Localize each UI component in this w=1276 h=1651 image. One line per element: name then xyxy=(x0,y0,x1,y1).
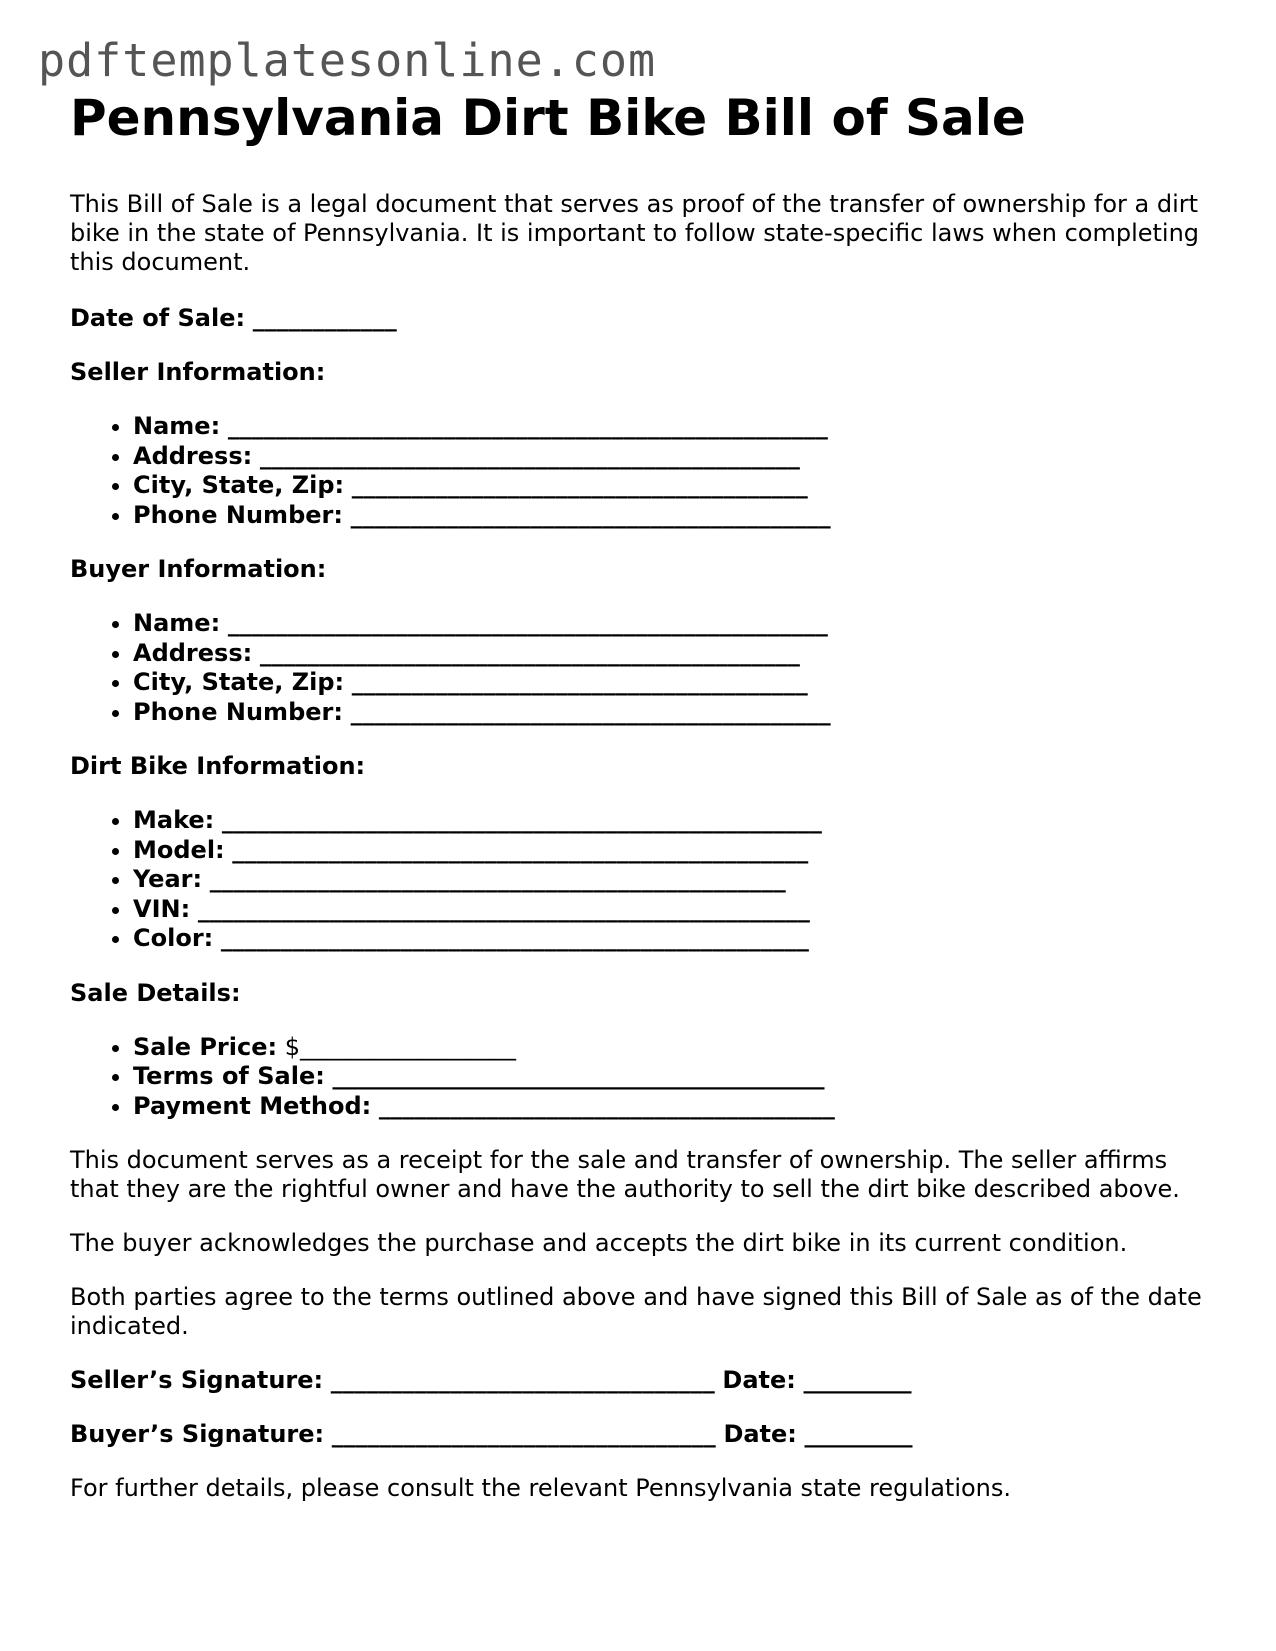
buyer-city-label: City, State, Zip: xyxy=(133,668,345,696)
sale-fields-list xyxy=(70,1033,1220,1122)
list-item xyxy=(133,471,1220,501)
buyer-name-label: Name: xyxy=(133,609,221,637)
seller-date-label: Date: xyxy=(722,1366,796,1394)
sale-section-title: Sale Details: xyxy=(70,978,241,1007)
list-item xyxy=(133,639,1220,669)
list-item xyxy=(133,609,1220,639)
seller-section-title: Seller Information: xyxy=(70,358,326,386)
date-of-sale-line xyxy=(70,304,1220,333)
list-item xyxy=(133,698,1220,728)
buyer-phone-field[interactable]: ________________________________________ xyxy=(350,697,831,726)
buyer-date-label: Date: xyxy=(723,1420,797,1448)
bike-year-field[interactable]: ________________________________________________ xyxy=(209,865,786,893)
bike-color-label: Color: xyxy=(133,924,214,952)
list-item xyxy=(133,668,1220,698)
list-item xyxy=(133,836,1220,866)
buyer-date-field[interactable]: _________ xyxy=(804,1420,913,1448)
list-item xyxy=(133,806,1220,836)
watermark-text: pdftemplatesonline.com xyxy=(38,34,657,87)
seller-phone-field[interactable]: ________________________________________ xyxy=(350,500,831,529)
list-item xyxy=(133,1033,1220,1063)
sale-price-label: Sale Price: xyxy=(133,1032,278,1061)
seller-address-label: Address: xyxy=(133,441,253,470)
buyer-signature-label: Buyer’s Signature: xyxy=(70,1420,325,1448)
payment-method-field[interactable]: ______________________________________ xyxy=(378,1091,835,1120)
seller-name-field[interactable]: __________________________________________________ xyxy=(227,412,828,440)
buyer-signature-field[interactable]: ________________________________ xyxy=(331,1420,716,1448)
date-of-sale-field[interactable]: ____________ xyxy=(252,304,397,332)
agreement-paragraph: Both parties agree to the terms outlined above and have signed this Bill of Sale as of the date indicated. xyxy=(70,1283,1202,1340)
bike-make-field[interactable]: __________________________________________________ xyxy=(221,806,822,834)
seller-city-field[interactable]: ______________________________________ xyxy=(351,471,808,499)
bike-model-label: Model: xyxy=(133,835,225,864)
list-item xyxy=(133,442,1220,472)
list-item xyxy=(133,501,1220,531)
buyer-signature-line xyxy=(70,1420,1220,1449)
sale-price-field[interactable]: __________________ xyxy=(300,1032,517,1061)
buyer-name-field[interactable]: __________________________________________________ xyxy=(227,609,828,637)
acknowledgement-paragraph: The buyer acknowledges the purchase and accepts the dirt bike in its current condition. xyxy=(70,1229,1128,1257)
buyer-phone-label: Phone Number: xyxy=(133,697,343,726)
list-item xyxy=(133,1092,1220,1122)
sale-terms-label: Terms of Sale: xyxy=(133,1062,325,1090)
bike-make-label: Make: xyxy=(133,806,215,834)
buyer-section-title: Buyer Information: xyxy=(70,555,327,583)
buyer-address-field[interactable]: _____________________________________________ xyxy=(259,638,800,667)
bike-vin-label: VIN: xyxy=(133,894,191,923)
document-title: Pennsylvania Dirt Bike Bill of Sale xyxy=(70,89,1026,147)
seller-signature-label: Seller’s Signature: xyxy=(70,1366,324,1394)
seller-signature-line xyxy=(70,1366,1220,1395)
bike-year-label: Year: xyxy=(133,865,203,893)
document-page xyxy=(70,88,1220,1503)
seller-date-field[interactable]: _________ xyxy=(803,1366,912,1394)
bike-model-field[interactable]: ________________________________________________ xyxy=(232,835,809,864)
list-item xyxy=(133,1062,1220,1092)
seller-fields-list xyxy=(70,412,1220,530)
buyer-address-label: Address: xyxy=(133,638,253,667)
buyer-fields-list xyxy=(70,609,1220,727)
seller-signature-field[interactable]: ________________________________ xyxy=(330,1366,715,1394)
intro-paragraph: This Bill of Sale is a legal document that serves as proof of the transfer of ownership for a dirt bike in the state of Pennsylvania. It is important to follow state-specific laws when completing this document. xyxy=(70,190,1200,276)
list-item xyxy=(133,895,1220,925)
seller-phone-label: Phone Number: xyxy=(133,500,343,529)
sale-terms-field[interactable]: _________________________________________ xyxy=(332,1062,825,1090)
footer-note: For further details, please consult the relevant Pennsylvania state regulations. xyxy=(70,1474,1012,1502)
seller-name-label: Name: xyxy=(133,412,221,440)
list-item xyxy=(133,412,1220,442)
list-item xyxy=(133,865,1220,895)
bike-fields-list xyxy=(70,806,1220,954)
payment-method-label: Payment Method: xyxy=(133,1091,372,1120)
buyer-city-field[interactable]: ______________________________________ xyxy=(351,668,808,696)
receipt-paragraph: This document serves as a receipt for the sale and transfer of ownership. The seller affirms that they are the rightful owner and have the authority to sell the dirt bike described above. xyxy=(70,1146,1180,1203)
bike-vin-field[interactable]: ___________________________________________________ xyxy=(197,894,810,923)
seller-city-label: City, State, Zip: xyxy=(133,471,345,499)
bike-color-field[interactable]: _________________________________________________ xyxy=(220,924,809,952)
seller-address-field[interactable]: _____________________________________________ xyxy=(259,441,800,470)
bike-section-title: Dirt Bike Information: xyxy=(70,752,366,780)
list-item xyxy=(133,924,1220,954)
date-of-sale-label: Date of Sale: xyxy=(70,304,246,332)
sale-price-prefix: $ xyxy=(284,1032,301,1061)
